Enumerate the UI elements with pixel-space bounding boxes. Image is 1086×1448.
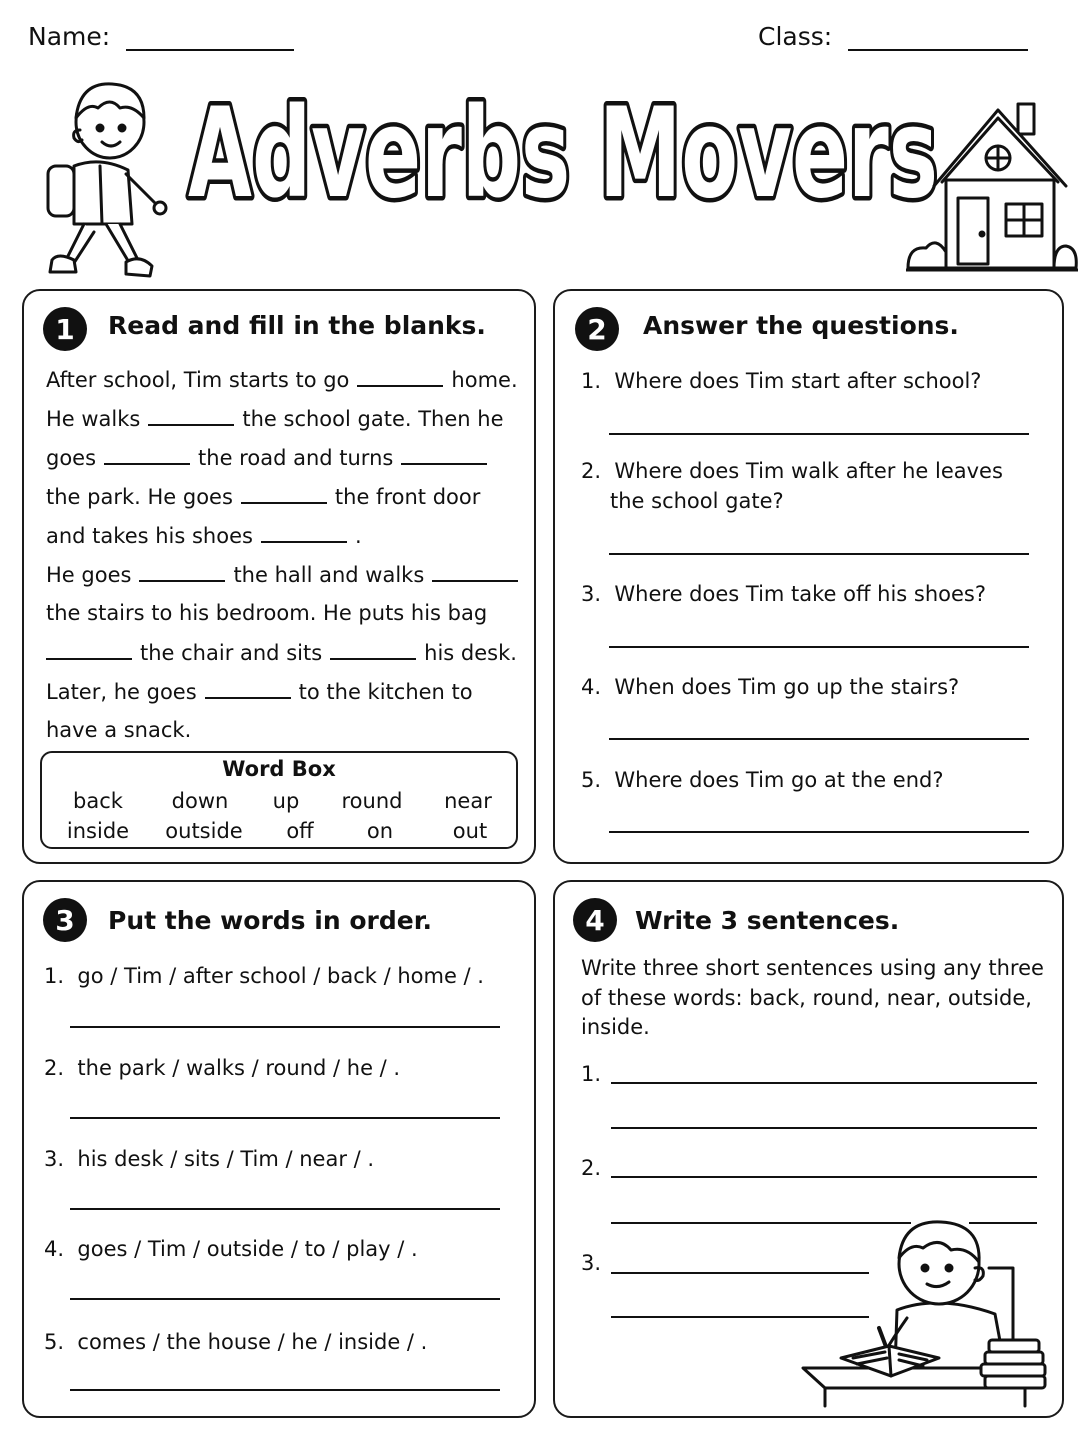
sentence-line[interactable] xyxy=(611,1082,1037,1084)
section-2-number: 2 xyxy=(575,307,619,351)
word-box-word: inside xyxy=(66,819,130,843)
class-line[interactable] xyxy=(848,49,1028,51)
blank[interactable] xyxy=(241,484,327,504)
word-box-title: Word Box xyxy=(222,757,336,781)
instructions-line-1: Write three short sentences using any three xyxy=(581,956,1044,980)
word-box-word: outside xyxy=(165,819,243,843)
sentence-number-3: 3. xyxy=(581,1251,602,1275)
name-label: Name: xyxy=(28,22,111,51)
answer-line[interactable] xyxy=(609,831,1029,833)
question-5: 5. Where does Tim go at the end? xyxy=(581,768,944,792)
sentence-line[interactable] xyxy=(611,1176,1037,1178)
word-box-word: out xyxy=(452,819,488,843)
passage-line-1: After school, Tim starts to go home. xyxy=(46,368,518,392)
instructions-line-2: of these words: back, round, near, outside, xyxy=(581,986,1032,1010)
question-1: 1. Where does Tim start after school? xyxy=(581,369,982,393)
title-text: Adverbs Movers xyxy=(188,82,938,226)
section-3-title: Put the words in order. xyxy=(108,906,432,935)
passage-line-9: Later, he goes to the kitchen to xyxy=(46,680,473,704)
answer-line[interactable] xyxy=(70,1389,500,1391)
section-1-title: Read and fill in the blanks. xyxy=(108,311,486,340)
house-illustration xyxy=(906,96,1078,278)
blank[interactable] xyxy=(104,445,190,465)
order-item-4: 4. goes / Tim / outside / to / play / . xyxy=(44,1237,418,1261)
worksheet-title xyxy=(178,76,948,226)
section-4-number: 4 xyxy=(573,898,617,942)
answer-line[interactable] xyxy=(609,738,1029,740)
passage-line-10: have a snack. xyxy=(46,718,192,742)
section-1-number: 1 xyxy=(43,307,87,351)
name-field[interactable] xyxy=(28,22,294,51)
order-item-3: 3. his desk / sits / Tim / near / . xyxy=(44,1147,375,1171)
section-3-panel xyxy=(22,880,536,1418)
passage-line-4: the park. He goes the front door xyxy=(46,485,481,509)
sentence-number-2: 2. xyxy=(581,1156,602,1180)
blank[interactable] xyxy=(139,562,225,582)
instructions-line-3: inside. xyxy=(581,1015,650,1039)
section-4-panel xyxy=(553,880,1064,1418)
word-box-word: down xyxy=(171,789,229,813)
blank[interactable] xyxy=(357,367,443,387)
order-item-1: 1. go / Tim / after school / back / home / . xyxy=(44,964,484,988)
answer-line[interactable] xyxy=(70,1208,500,1210)
section-1-panel xyxy=(22,289,536,864)
word-box-word: near xyxy=(444,789,492,813)
word-box-word: off xyxy=(286,819,314,843)
question-4: 4. When does Tim go up the stairs? xyxy=(581,675,960,699)
section-4-title: Write 3 sentences. xyxy=(635,906,900,935)
blank[interactable] xyxy=(148,406,234,426)
word-box-word: back xyxy=(73,789,123,813)
class-label: Class: xyxy=(758,22,833,51)
sentence-number-1: 1. xyxy=(581,1062,602,1086)
passage-line-3: goes the road and turns xyxy=(46,445,495,470)
order-item-2: 2. the park / walks / round / he / . xyxy=(44,1056,401,1080)
blank[interactable] xyxy=(46,640,132,660)
answer-line[interactable] xyxy=(609,646,1029,648)
passage-line-7: the stairs to his bedroom. He puts his bag xyxy=(46,601,488,625)
answer-line[interactable] xyxy=(70,1026,500,1028)
section-2-title: Answer the questions. xyxy=(643,311,959,340)
word-box-word: on xyxy=(366,819,394,843)
word-box xyxy=(40,751,518,849)
sentence-line[interactable] xyxy=(611,1127,1037,1129)
word-box-word: round xyxy=(341,789,403,813)
walking-boy-illustration xyxy=(40,74,170,286)
answer-line[interactable] xyxy=(609,433,1029,435)
class-field[interactable] xyxy=(758,22,1028,51)
blank[interactable] xyxy=(432,562,518,582)
section-2-panel xyxy=(553,289,1064,864)
passage-line-5: and takes his shoes . xyxy=(46,524,362,548)
blank[interactable] xyxy=(205,679,291,699)
passage-line-8: the chair and sits his desk. xyxy=(46,640,517,665)
question-2-line-2: the school gate? xyxy=(610,489,784,513)
answer-line[interactable] xyxy=(609,553,1029,555)
order-item-5: 5. comes / the house / he / inside / . xyxy=(44,1330,428,1354)
word-box-word: up xyxy=(272,789,300,813)
blank[interactable] xyxy=(401,445,487,465)
blank[interactable] xyxy=(330,640,416,660)
name-line[interactable] xyxy=(126,49,294,51)
question-3: 3. Where does Tim take off his shoes? xyxy=(581,582,986,606)
passage-line-6: He goes the hall and walks xyxy=(46,562,526,587)
answer-line[interactable] xyxy=(70,1117,500,1119)
writing-boy-illustration xyxy=(799,1218,1055,1408)
blank[interactable] xyxy=(261,523,347,543)
passage-line-2: He walks the school gate. Then he xyxy=(46,407,504,431)
answer-line[interactable] xyxy=(70,1298,500,1300)
section-3-number: 3 xyxy=(43,898,87,942)
question-2: 2. Where does Tim walk after he leaves xyxy=(581,459,1003,483)
